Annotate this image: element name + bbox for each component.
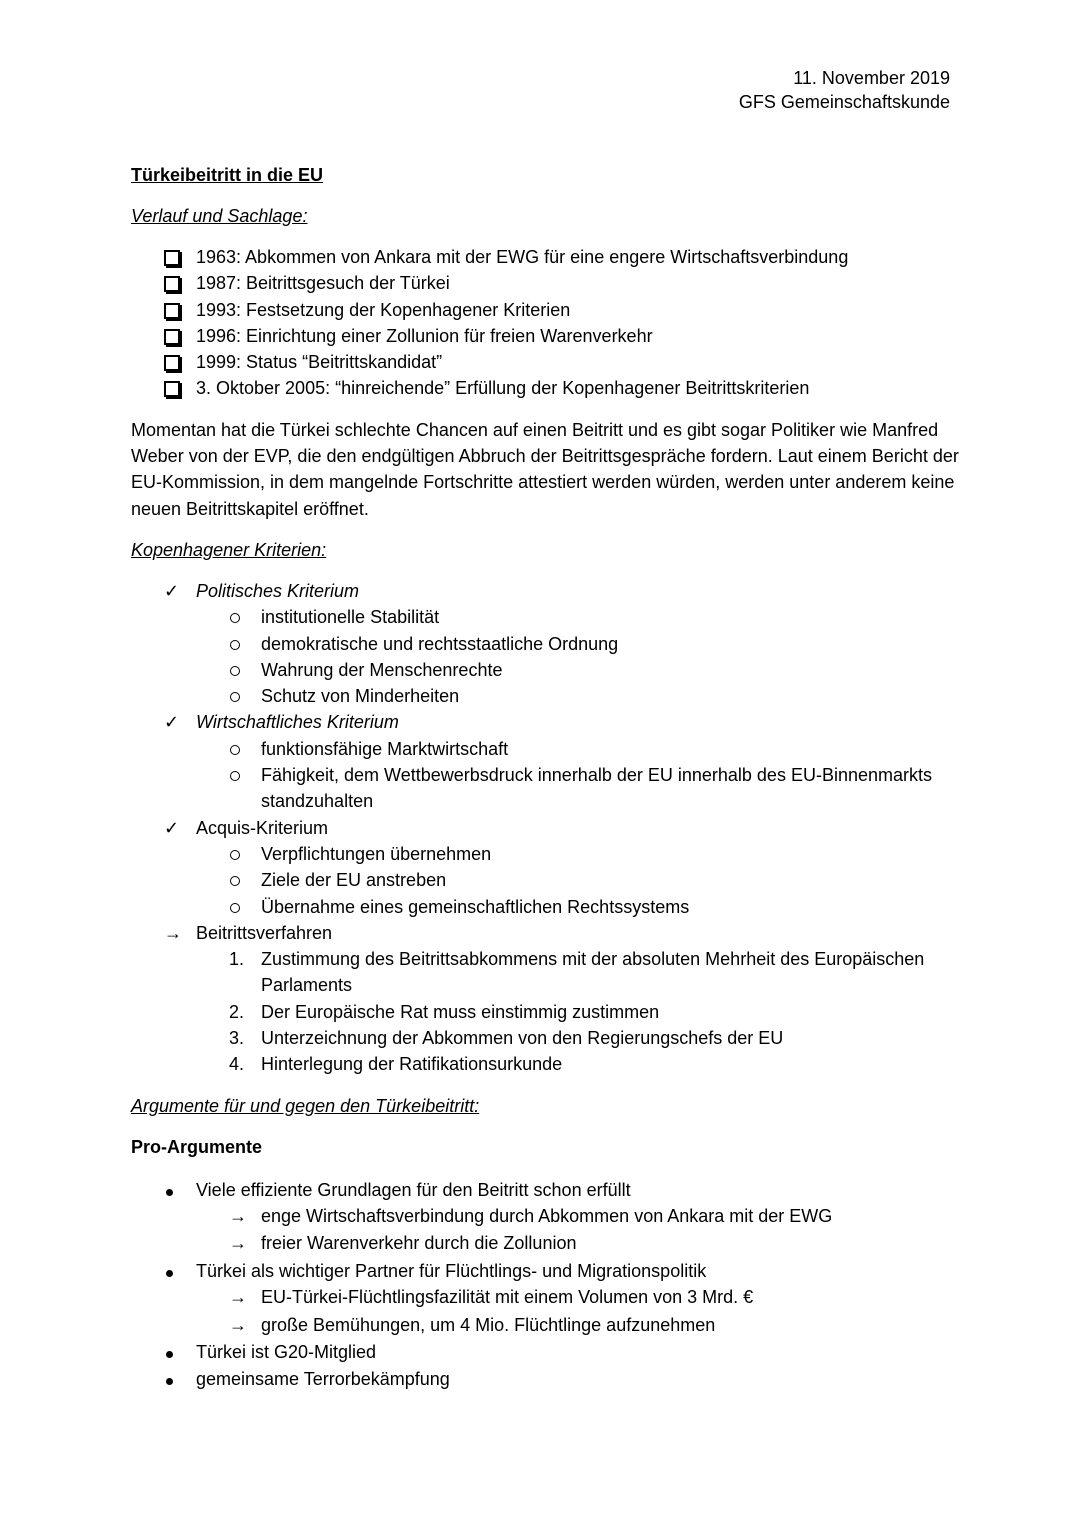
header-subject: GFS Gemeinschaftskunde [738, 92, 950, 112]
pro-heading: Pro-Argumente [131, 1136, 263, 1157]
timeline-item: 1999: Status “Beitrittskandidat” [196, 349, 961, 375]
pro-argument: Viele effiziente Grundlagen für den Beitritt schon erfüllt → enge Wirtschaftsverbindung durch Abkommen von Ankara mit der EWG → freier Warenverkehr durch die Zollunion [196, 1177, 961, 1258]
criterion-economic: ✓ Wirtschaftliches Kriterium funktionsfähige Marktwirtschaft Fähigkeit, dem Wettbewerbsdruck innerhalb der EU innerhalb des EU-Binnenmarkts standzuhalten [196, 709, 961, 814]
pro-arguments-list [131, 1177, 961, 1392]
circle-bullet-icon [230, 771, 240, 781]
criteria-list [131, 578, 961, 1078]
checkbox-icon [164, 303, 180, 319]
sub-argument: → enge Wirtschaftsverbindung durch Abkommen von Ankara mit der EWG [261, 1203, 961, 1231]
list-item: institutionelle Stabilität [261, 604, 961, 630]
list-item: Verpflichtungen übernehmen [261, 841, 961, 867]
checkbox-icon [164, 381, 180, 397]
checkbox-icon [164, 355, 180, 371]
document-title: Türkeibeitritt in die EU [131, 165, 324, 185]
circle-bullet-icon [230, 745, 240, 755]
bullet-icon [166, 1351, 173, 1358]
checkmark-icon: ✓ [164, 580, 180, 601]
checkmark-icon: ✓ [164, 817, 180, 838]
circle-bullet-icon [230, 850, 240, 860]
document-header [739, 66, 950, 114]
circle-bullet-icon [230, 903, 240, 913]
sub-argument: → freier Warenverkehr durch die Zollunion [261, 1230, 961, 1258]
checkbox-icon [164, 329, 180, 345]
arrow-right-icon: → [229, 1287, 247, 1308]
timeline-list [131, 244, 961, 402]
arrow-right-icon: → [229, 1314, 247, 1335]
list-item: Ziele der EU anstreben [261, 867, 961, 893]
document-body [131, 162, 961, 1407]
list-item: funktionsfähige Marktwirtschaft [261, 736, 961, 762]
checkmark-icon: ✓ [164, 712, 180, 733]
pro-argument: Türkei als wichtiger Partner für Flüchtlings- und Migrationspolitik → EU-Türkei-Flüchtlingsfazilität mit einem Volumen von 3 Mrd. € → große Bemühungen, um 4 Mio. Flüchtlinge aufzunehmen [196, 1258, 961, 1339]
list-item: Übernahme eines gemeinschaftlichen Rechtssystems [261, 894, 961, 920]
pro-argument: gemeinsame Terrorbekämpfung [196, 1366, 961, 1392]
checkbox-icon [164, 276, 180, 292]
timeline-item: 3. Oktober 2005: “hinreichende” Erfüllung der Kopenhagener Beitrittskriterien [196, 375, 961, 401]
header-date: 11. November 2019 [793, 68, 950, 88]
argumente-heading: Argumente für und gegen den Türkeibeitritt: [131, 1095, 480, 1116]
arrow-right-icon: → [229, 1233, 247, 1254]
list-item: Wahrung der Menschenrechte [261, 657, 961, 683]
circle-bullet-icon [230, 640, 240, 650]
accession-procedure: → Beitrittsverfahren 1. Zustimmung des Beitrittsabkommens mit der absoluten Mehrheit des Europäischen Parlaments 2. Der Europäische Rat muss einstimmig zustimmen 3. Unterzeichnung der Abkommen von den Regierungschefs der EU 4. Hinterlegung der Ratifikationsurkunde [196, 920, 961, 1078]
timeline-item: 1963: Abkommen von Ankara mit der EWG für eine engere Wirtschaftsverbindung [196, 244, 961, 270]
verlauf-heading: Verlauf und Sachlage: [131, 206, 308, 226]
bullet-icon [166, 1270, 173, 1277]
checkbox-icon [164, 250, 180, 266]
timeline-item: 1987: Beitrittsgesuch der Türkei [196, 270, 961, 296]
sub-argument: → große Bemühungen, um 4 Mio. Flüchtlinge aufzunehmen [261, 1312, 961, 1340]
bullet-icon [166, 1378, 173, 1385]
timeline-item: 1993: Festsetzung der Kopenhagener Kriterien [196, 297, 961, 323]
list-item: demokratische und rechtsstaatliche Ordnung [261, 631, 961, 657]
criterion-acquis: ✓ Acquis-Kriterium Verpflichtungen übernehmen Ziele der EU anstreben Übernahme eines gemeinschaftlichen Rechtssystems [196, 815, 961, 920]
circle-bullet-icon [230, 876, 240, 886]
pro-argument: Türkei ist G20-Mitglied [196, 1339, 961, 1365]
circle-bullet-icon [230, 692, 240, 702]
sub-argument: → EU-Türkei-Flüchtlingsfazilität mit einem Volumen von 3 Mrd. € [261, 1284, 961, 1312]
arrow-right-icon: → [229, 1205, 247, 1226]
timeline-item: 1996: Einrichtung einer Zollunion für freien Warenverkehr [196, 323, 961, 349]
procedure-step: 2. Der Europäische Rat muss einstimmig zustimmen [229, 1001, 660, 1022]
bullet-icon [166, 1189, 173, 1196]
status-paragraph: Momentan hat die Türkei schlechte Chancen auf einen Beitritt und es gibt sogar Politiker wie Manfred Weber von der EVP, die den endgültigen Abbruch der Beitrittsgespräche fordern. Laut einem Bericht der EU-Kommission, in dem mangelnde Fortschritte attestiert werden würden, werden unter anderem keine neuen Beitrittskapitel eröffnet. [131, 419, 959, 519]
list-item: Fähigkeit, dem Wettbewerbsdruck innerhalb der EU innerhalb des EU-Binnenmarkts standzuhalten [261, 762, 961, 815]
procedure-step: 3. Unterzeichnung der Abkommen von den Regierungschefs der EU [229, 1028, 784, 1049]
criterion-political: ✓ Politisches Kriterium institutionelle Stabilität demokratische und rechtsstaatliche Ordnung Wahrung der Menschenrechte Schutz von Minderheiten [196, 578, 961, 709]
arrow-right-icon: → [164, 922, 182, 943]
circle-bullet-icon [230, 666, 240, 676]
procedure-step: 4. Hinterlegung der Ratifikationsurkunde [229, 1054, 563, 1075]
kriterien-heading: Kopenhagener Kriterien: [131, 539, 327, 560]
list-item: Schutz von Minderheiten [261, 683, 961, 709]
procedure-step: 1. Zustimmung des Beitrittsabkommens mit der absoluten Mehrheit des Europäischen Parlaments [229, 949, 925, 996]
circle-bullet-icon [230, 613, 240, 623]
